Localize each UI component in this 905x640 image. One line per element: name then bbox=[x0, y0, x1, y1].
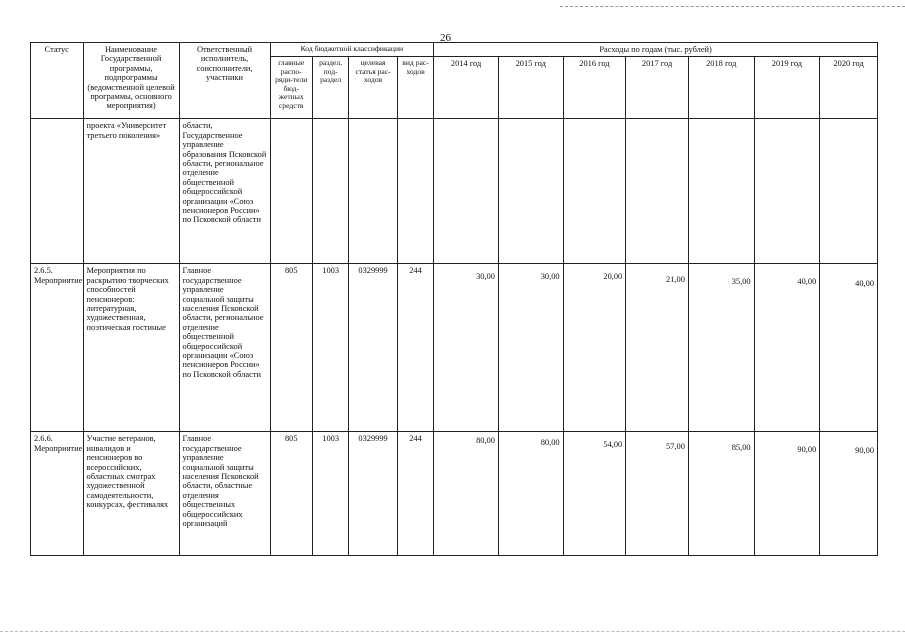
row-value-2016 bbox=[563, 119, 626, 264]
table-row bbox=[31, 432, 878, 556]
row-value-2019 bbox=[754, 119, 820, 264]
row-value-2015: 30,00 bbox=[498, 264, 563, 432]
row-value-2014: 80,00 bbox=[434, 432, 499, 556]
row-value-2020: 90,00 bbox=[820, 432, 878, 556]
row-responsible: области, Государственное управление образования Псковской области, региональное отделение общественной общероссийской организации «Союз пенсионеров России» по Псковской области bbox=[179, 119, 270, 264]
header-year-2015: 2015 год bbox=[498, 57, 563, 119]
header-year-2017: 2017 год bbox=[626, 57, 689, 119]
row-kind bbox=[397, 119, 433, 264]
header-row-1 bbox=[31, 43, 878, 57]
row-status bbox=[31, 119, 84, 264]
header-year-2016: 2016 год bbox=[563, 57, 626, 119]
row-kind: 244 bbox=[397, 264, 433, 432]
header-year-2018: 2018 год bbox=[688, 57, 754, 119]
row-section: 1003 bbox=[312, 432, 348, 556]
row-kind: 244 bbox=[397, 432, 433, 556]
header-responsible: Ответственный исполнитель, соисполнители, участники bbox=[179, 43, 270, 119]
row-target bbox=[349, 119, 398, 264]
header-name: Наименование Государственной программы, подпрограммы (ведомственной целевой программы, основного мероприятия) bbox=[83, 43, 179, 119]
row-status: 2.6.6. Мероприятие bbox=[31, 432, 84, 556]
row-value-2018: 85,00 bbox=[688, 432, 754, 556]
header-year-2019: 2019 год bbox=[754, 57, 820, 119]
page-number: 26 bbox=[440, 32, 451, 44]
row-value-2018 bbox=[688, 119, 754, 264]
header-budget-code: Код бюджетной классификации bbox=[270, 43, 434, 57]
header-section: раздел, под-раздел bbox=[312, 57, 348, 119]
row-grbs bbox=[270, 119, 312, 264]
header-status: Статус bbox=[31, 43, 84, 119]
row-target: 0329999 bbox=[349, 264, 398, 432]
row-value-2016: 54,00 bbox=[563, 432, 626, 556]
row-value-2015 bbox=[498, 119, 563, 264]
row-status: 2.6.5. Мероприятие bbox=[31, 264, 84, 432]
row-value-2019: 40,00 bbox=[754, 264, 820, 432]
header-expenses: Расходы по годам (тыс. рублей) bbox=[434, 43, 878, 57]
row-value-2015: 80,00 bbox=[498, 432, 563, 556]
row-grbs: 805 bbox=[270, 432, 312, 556]
row-value-2014: 30,00 bbox=[434, 264, 499, 432]
row-responsible: Главное государственное управление социальной защиты населения Псковской области, областные отделения общественных общероссийских организаций bbox=[179, 432, 270, 556]
row-target: 0329999 bbox=[349, 432, 398, 556]
row-value-2016: 20,00 bbox=[563, 264, 626, 432]
row-value-2019: 90,00 bbox=[754, 432, 820, 556]
row-section: 1003 bbox=[312, 264, 348, 432]
row-value-2020: 40,00 bbox=[820, 264, 878, 432]
row-grbs: 805 bbox=[270, 264, 312, 432]
header-target: целевая статья рас-ходов bbox=[349, 57, 398, 119]
row-value-2018: 35,00 bbox=[688, 264, 754, 432]
row-value-2014 bbox=[434, 119, 499, 264]
table-row bbox=[31, 264, 878, 432]
row-value-2017: 57,00 bbox=[626, 432, 689, 556]
header-year-2014: 2014 год bbox=[434, 57, 499, 119]
row-name: Мероприятия по раскрытию творческих способностей пенсионеров: литературная, художественная, поэтическая гостиные bbox=[83, 264, 179, 432]
budget-table bbox=[30, 42, 878, 556]
row-name: Участие ветеранов, инвалидов и пенсионеров во всероссийских, областных смотрах художественной самодеятельности, конкурсах, фестивалях bbox=[83, 432, 179, 556]
row-value-2020 bbox=[820, 119, 878, 264]
row-section bbox=[312, 119, 348, 264]
top-scan-line bbox=[560, 6, 905, 7]
header-kind: вид рас-ходов bbox=[397, 57, 433, 119]
table-row bbox=[31, 119, 878, 264]
row-value-2017: 21,00 bbox=[626, 264, 689, 432]
row-responsible: Главное государственное управление социальной защиты населения Псковской области, региональное отделение общественной общероссийской организации «Союз пенсионеров России» по Псковской области bbox=[179, 264, 270, 432]
row-value-2017 bbox=[626, 119, 689, 264]
row-name: проекта «Университет третьего поколения» bbox=[83, 119, 179, 264]
header-grbs: главные распо-ряди-тели бюд-жетных средств bbox=[270, 57, 312, 119]
header-year-2020: 2020 год bbox=[820, 57, 878, 119]
bottom-scan-line bbox=[0, 631, 905, 632]
